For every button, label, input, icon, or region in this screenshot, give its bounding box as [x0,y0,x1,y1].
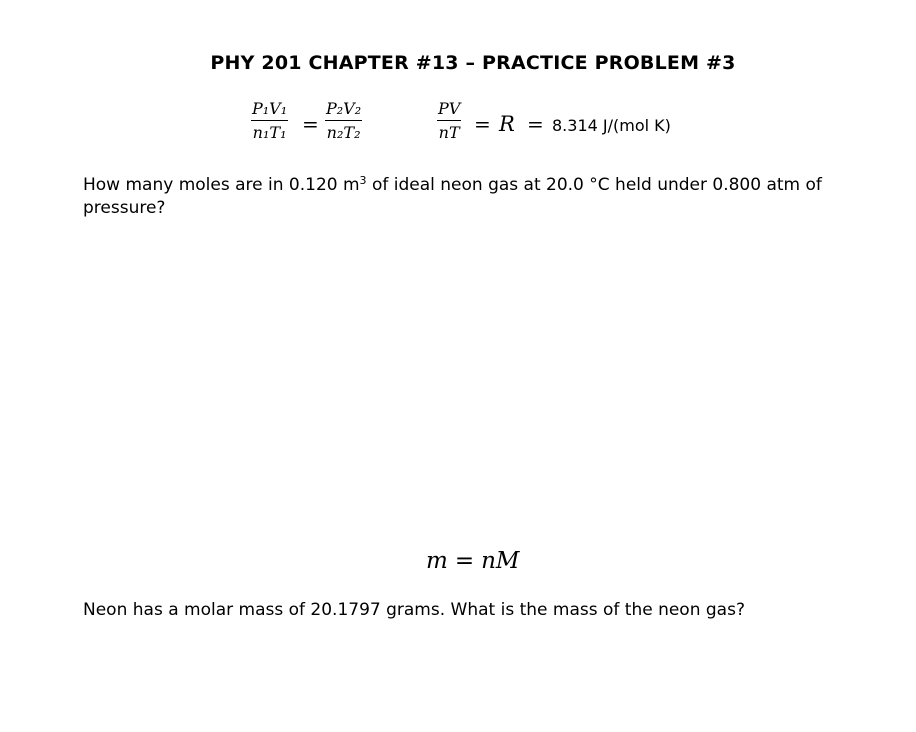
fraction-bar [325,120,362,121]
ideal-gas-equals-2: = [527,112,544,136]
fraction-bar [251,120,288,121]
ideal-gas-fraction [437,100,461,142]
right-numerator: P₂V₂ [326,99,362,118]
mass-formula-rhs: nM [481,548,520,574]
left-numerator: P₁V₁ [252,99,288,118]
combined-gas-law-right-fraction [325,100,362,142]
left-denominator: n₁T₁ [252,123,287,143]
question-moles-text-start: How many moles are in 0.120 m [83,175,360,195]
cubic-superscript: 3 [359,174,367,187]
question-mass: Neon has a molar mass of 20.1797 grams. What is the mass of the neon gas? [83,600,745,620]
combined-gas-law-equals: = [302,112,319,136]
question-moles-text-end: of ideal neon gas at 20.0 °C held under 0.800 atm of pressure? [83,175,822,218]
mass-formula [426,548,519,574]
combined-gas-law-left-fraction [251,100,288,142]
right-denominator: n₂T₂ [326,123,361,143]
question-moles [83,174,883,220]
page-title: PHY 201 CHAPTER #13 – PRACTICE PROBLEM #3 [210,52,736,74]
fraction-bar [437,120,461,121]
gas-constant-value: 8.314 J/(mol K) [552,116,671,135]
ideal-gas-equals-1: = [474,112,491,136]
mass-formula-equals: = [454,548,475,574]
gas-constant-symbol: R [499,112,515,136]
ideal-gas-denominator: nT [438,123,460,143]
ideal-gas-numerator: PV [438,99,461,118]
mass-formula-lhs: m [426,548,448,574]
